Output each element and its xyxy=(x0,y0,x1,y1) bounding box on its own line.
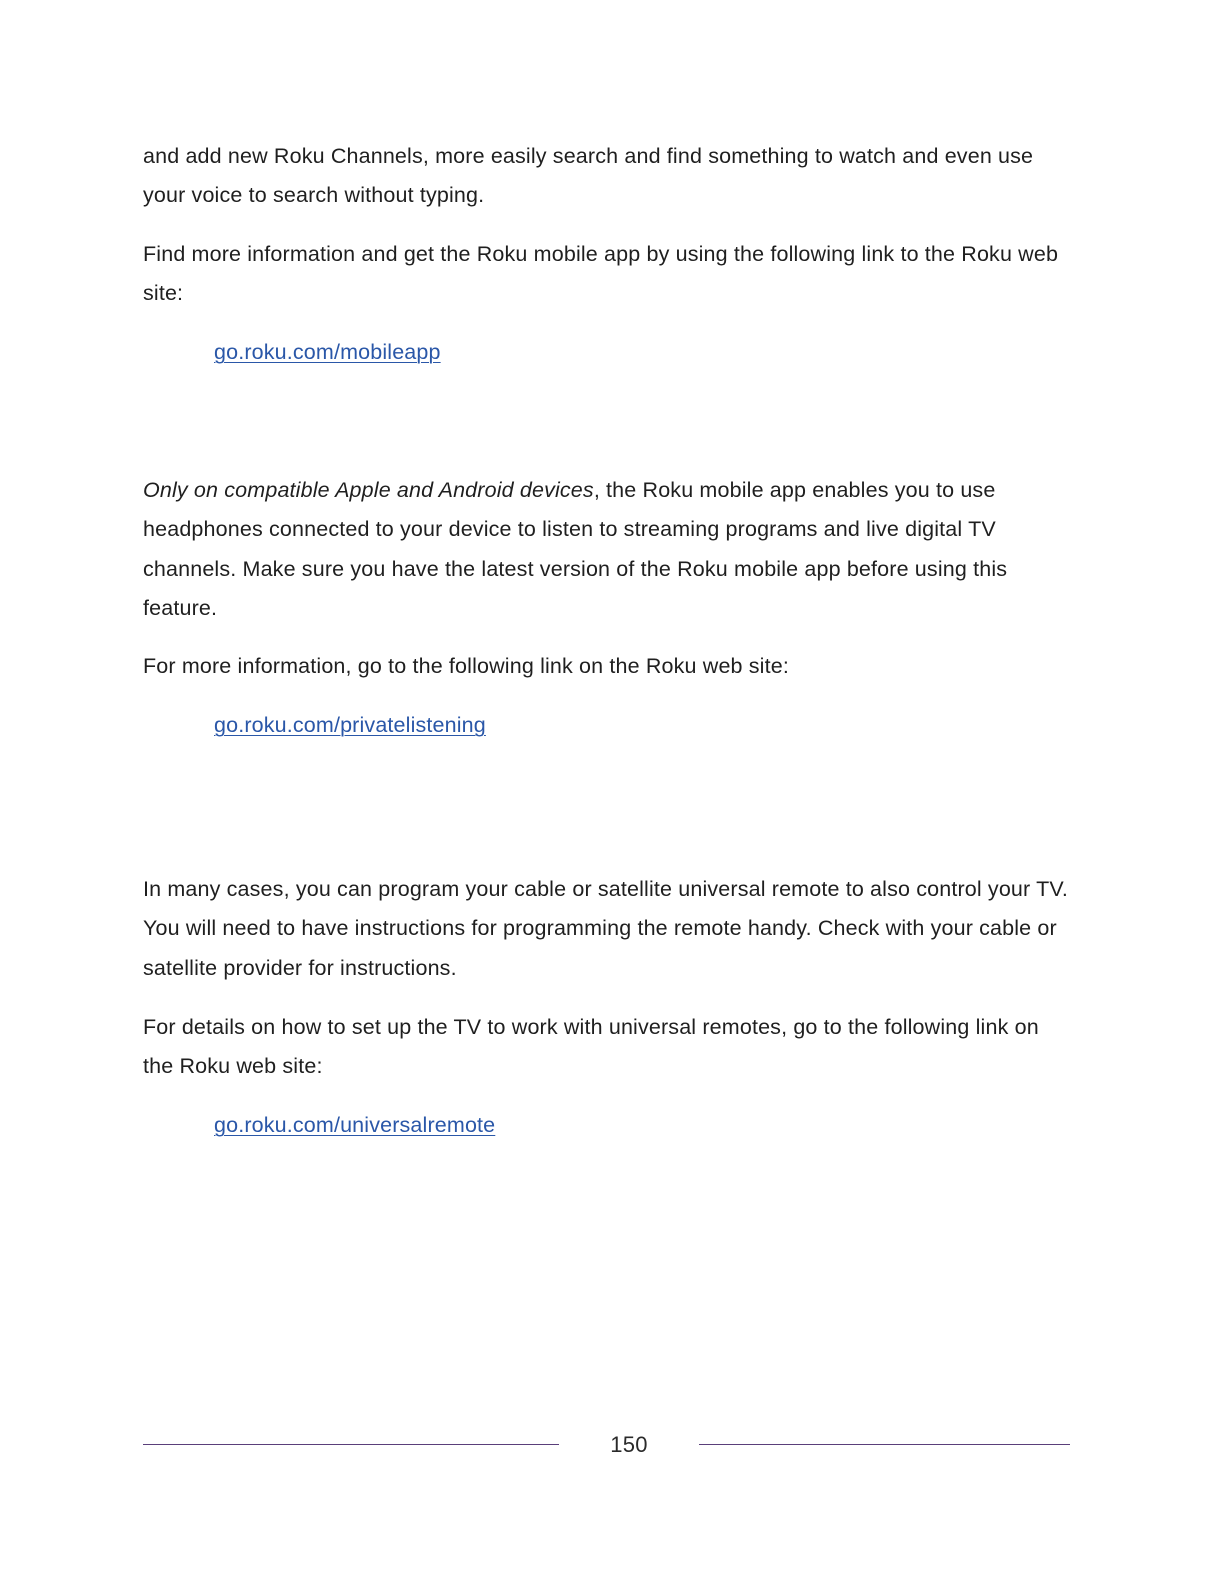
footer-rule-right xyxy=(699,1444,1070,1445)
link-mobileapp[interactable]: go.roku.com/mobileapp xyxy=(214,340,441,364)
paragraph-universal-remote: In many cases, you can program your cable or satellite universal remote to also control your TV. You will need to have instructions for programming the remote handy. Check with your cable or satellite provider for instructions. xyxy=(143,877,1069,980)
paragraph-private-listening-italic: Only on compatible Apple and Android devices xyxy=(143,478,594,502)
page-footer xyxy=(143,1428,1070,1462)
page-number: 150 xyxy=(610,1432,648,1457)
paragraph-private-listening xyxy=(143,471,1073,628)
link-privatelistening[interactable]: go.roku.com/privatelistening xyxy=(214,713,486,737)
paragraph-private-listening-info: For more information, go to the following link on the Roku web site: xyxy=(143,654,789,678)
paragraph-universal-remote-info: For details on how to set up the TV to work with universal remotes, go to the following link on the Roku web site: xyxy=(143,1015,1039,1079)
paragraph-private-listening-rest: , the Roku mobile app enables you to use headphones connected to your device to listen to streaming programs and live digital TV channels. Make sure you have the latest version of the Roku mobile app before using this feature. xyxy=(143,478,1008,620)
paragraph-mobile-app-info: Find more information and get the Roku mobile app by using the following link to the Roku web site: xyxy=(143,242,1059,306)
link-universalremote[interactable]: go.roku.com/universalremote xyxy=(214,1113,496,1137)
paragraph-mobile-app-features: and add new Roku Channels, more easily search and find something to watch and even use your voice to search without typing. xyxy=(143,144,1034,208)
footer-rule-left xyxy=(143,1444,559,1445)
